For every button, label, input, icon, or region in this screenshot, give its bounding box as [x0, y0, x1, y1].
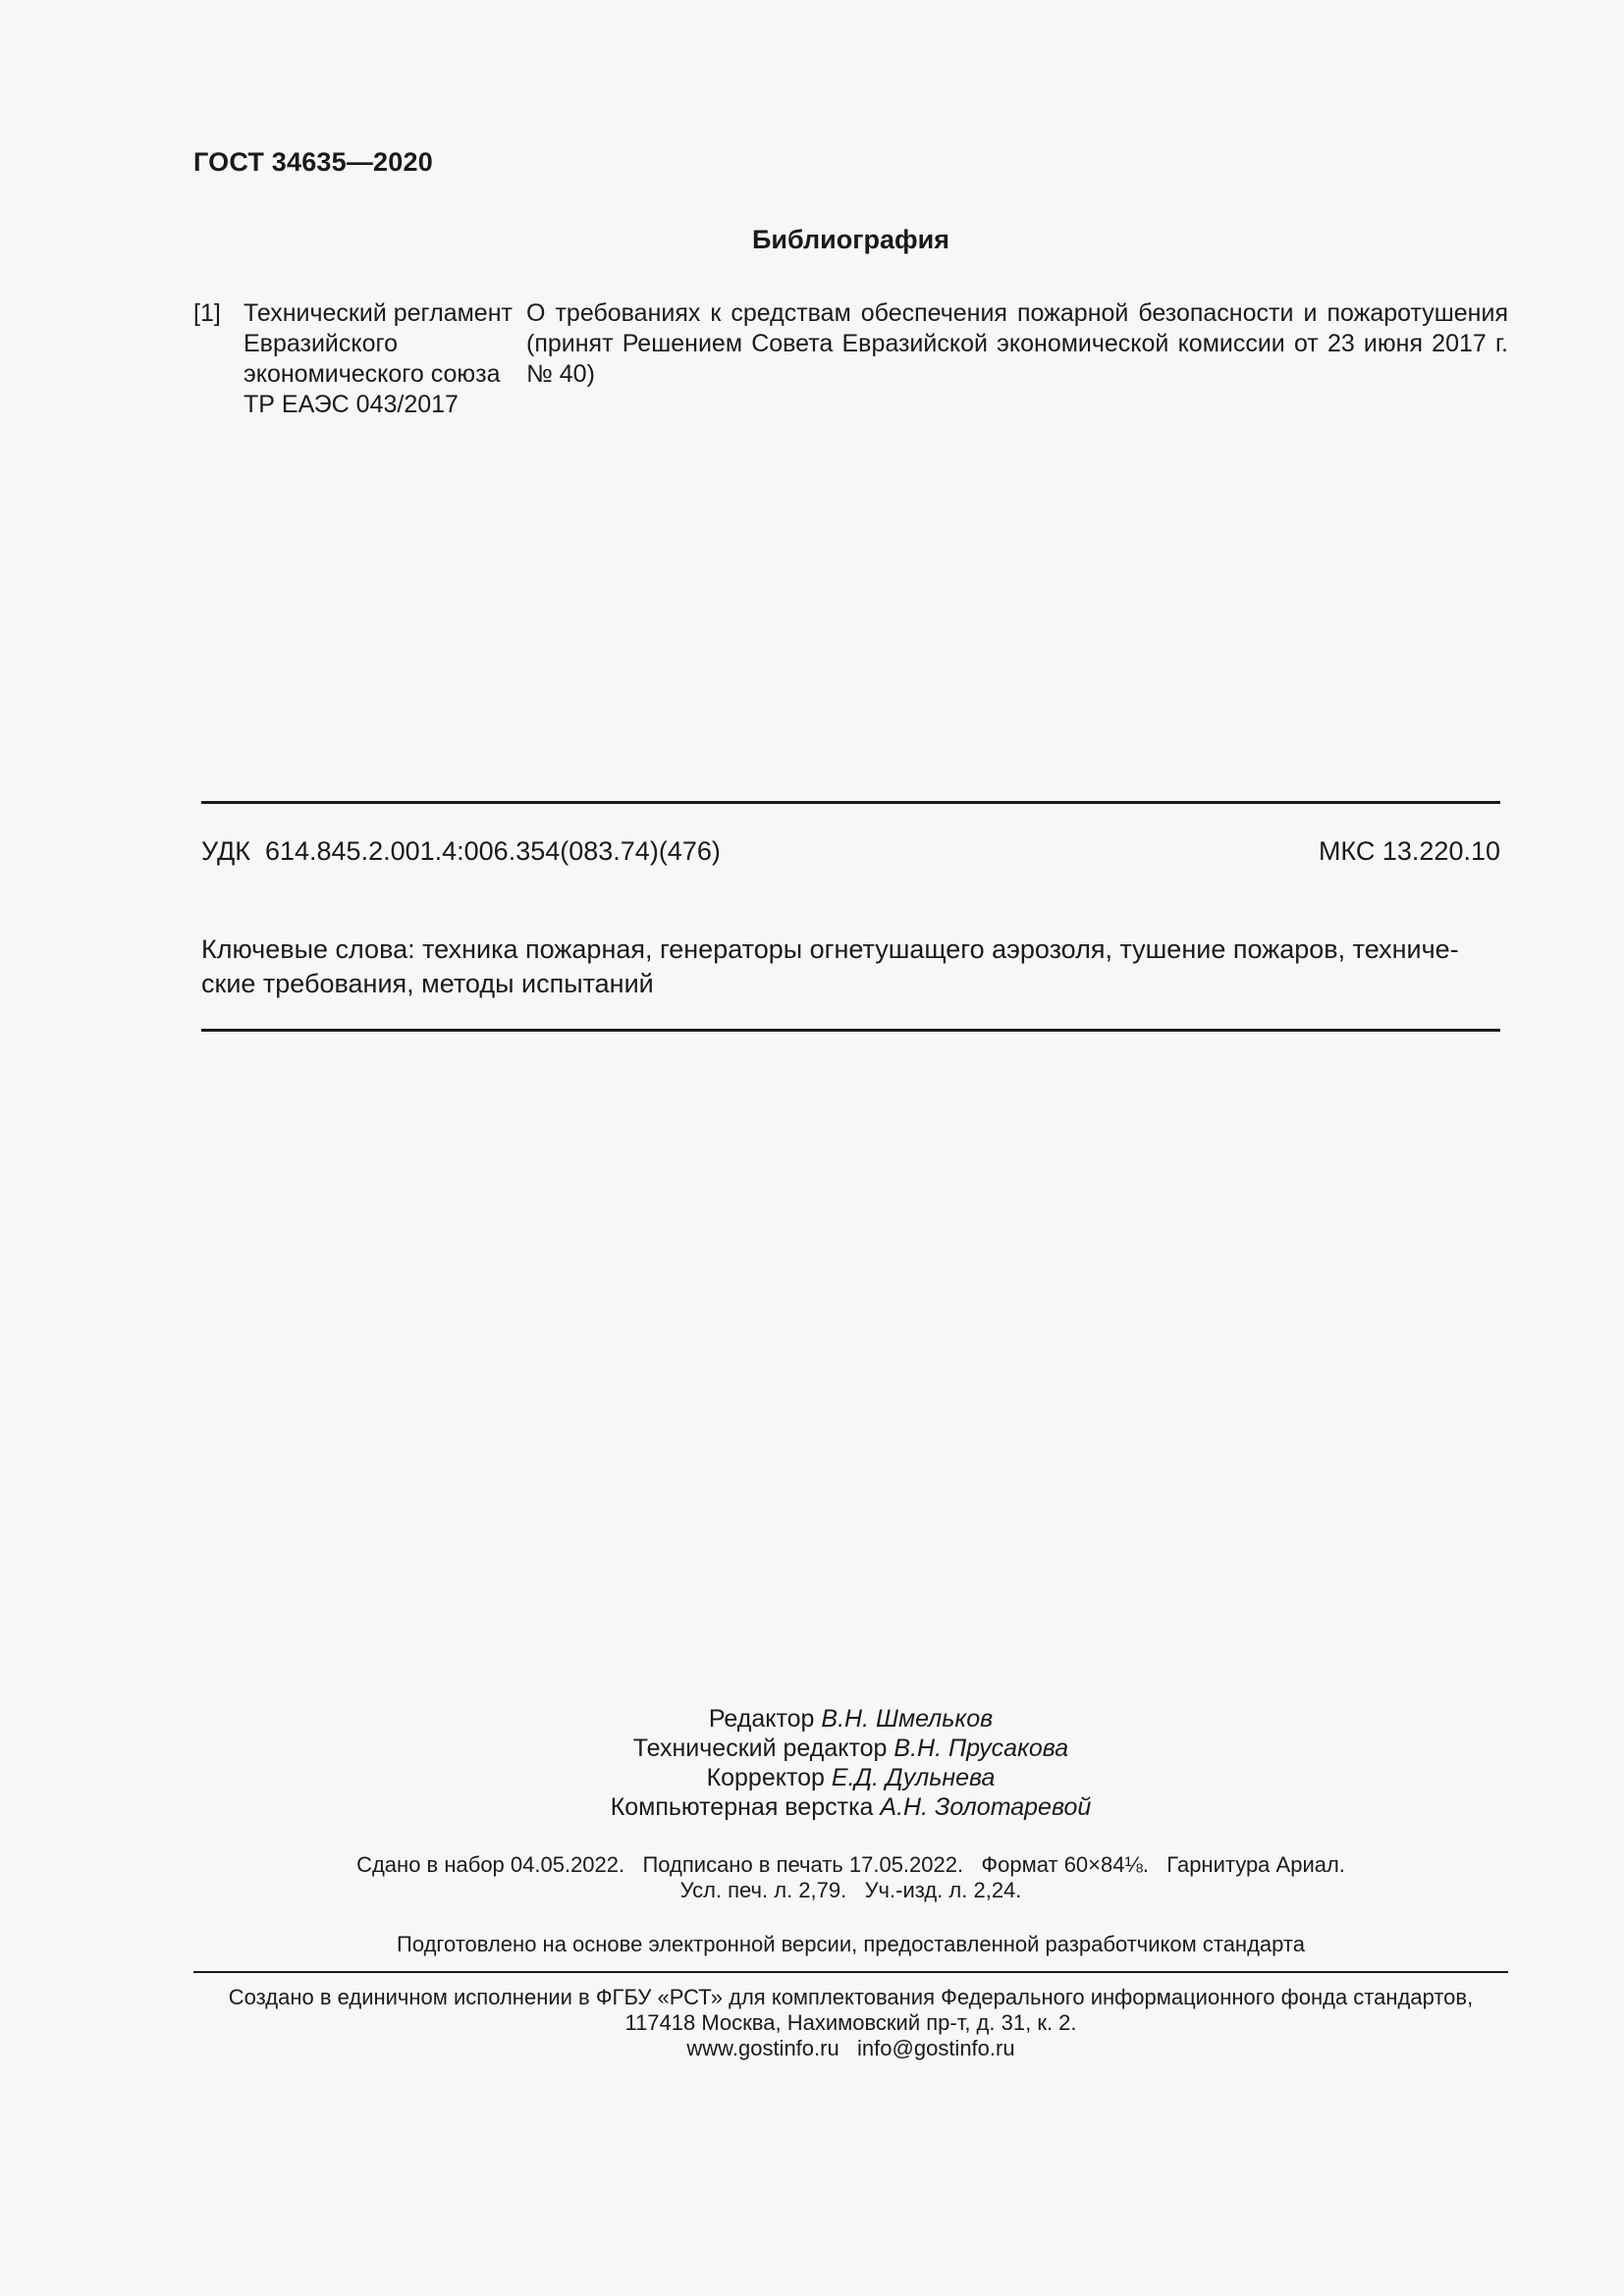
udk-value: 614.845.2.001.4:006.354(083.74)(476): [264, 836, 721, 866]
creation-address: 117418 Москва, Нахимовский пр-т, д. 31, к. 2.: [624, 2010, 1077, 2035]
footer-divider: [193, 1971, 1508, 1973]
bibliography-entry-number: [1]: [193, 299, 221, 327]
udk-code: [201, 836, 721, 867]
publication-line: Сдано в набор 04.05.2022. Подписано в печать 17.05.2022. Формат 60×84⅛. Гарнитура Ариал.: [356, 1852, 1345, 1877]
creation-line: Создано в единичном исполнении в ФГБУ «РСТ» для комплектования Федерального информационного фонда стандартов,: [228, 1985, 1474, 2009]
top-divider: [201, 801, 1500, 804]
creation-info: [0, 1985, 1624, 2061]
source-line: ТР ЕАЭС 043/2017: [244, 391, 459, 418]
bibliography-title: Библиография: [752, 225, 949, 254]
prepared-note: Подготовлено на основе электронной версии, предоставленной разработчиком стандарта: [397, 1932, 1305, 1956]
mks-value: 13.220.10: [1381, 836, 1500, 866]
description-line: № 40): [526, 360, 595, 388]
credits: [0, 1704, 1624, 1822]
credit-editor: Редактор В.Н. Шмельков: [708, 1705, 994, 1733]
bibliography-entry-description: [526, 298, 1508, 390]
mks-label: МКС: [1318, 836, 1376, 866]
website-link[interactable]: www.gostinfo.ru: [686, 2036, 839, 2060]
keywords: [201, 933, 1500, 1001]
email-link[interactable]: info@gostinfo.ru: [857, 2036, 1015, 2060]
document-number: ГОСТ 34635—2020: [193, 147, 433, 177]
keywords-line: ские требования, методы испытаний: [201, 969, 654, 998]
description-line: О требованиях к средствам обеспечения пожарной безопасности и пожаротушения: [526, 299, 1508, 327]
source-line: экономического союза: [244, 360, 501, 388]
publication-info: [0, 1852, 1624, 1903]
publication-line: Усл. печ. л. 2,79. Уч.-изд. л. 2,24.: [679, 1878, 1022, 1902]
source-line: Технический регламент: [244, 299, 513, 327]
contact-line: [0, 2036, 1624, 2061]
source-line: Евразийского: [244, 330, 398, 357]
udk-label: УДК: [201, 836, 250, 866]
credit-layout: Компьютерная верстка А.Н. Золотаревой: [610, 1793, 1092, 1821]
bibliography-entry-source: [244, 298, 528, 420]
keywords-line: Ключевые слова: техника пожарная, генераторы огнетушащего аэрозоля, тушение пожаров, техниче-: [201, 934, 1459, 964]
credit-proofreader: Корректор Е.Д. Дульнева: [706, 1764, 996, 1791]
bottom-divider: [201, 1029, 1500, 1032]
credit-technical-editor: Технический редактор В.Н. Прусакова: [632, 1735, 1069, 1762]
mks-code: [1319, 836, 1500, 867]
description-line: (принят Решением Совета Евразийской экономической комиссии от 23 июня 2017 г.: [526, 330, 1508, 357]
